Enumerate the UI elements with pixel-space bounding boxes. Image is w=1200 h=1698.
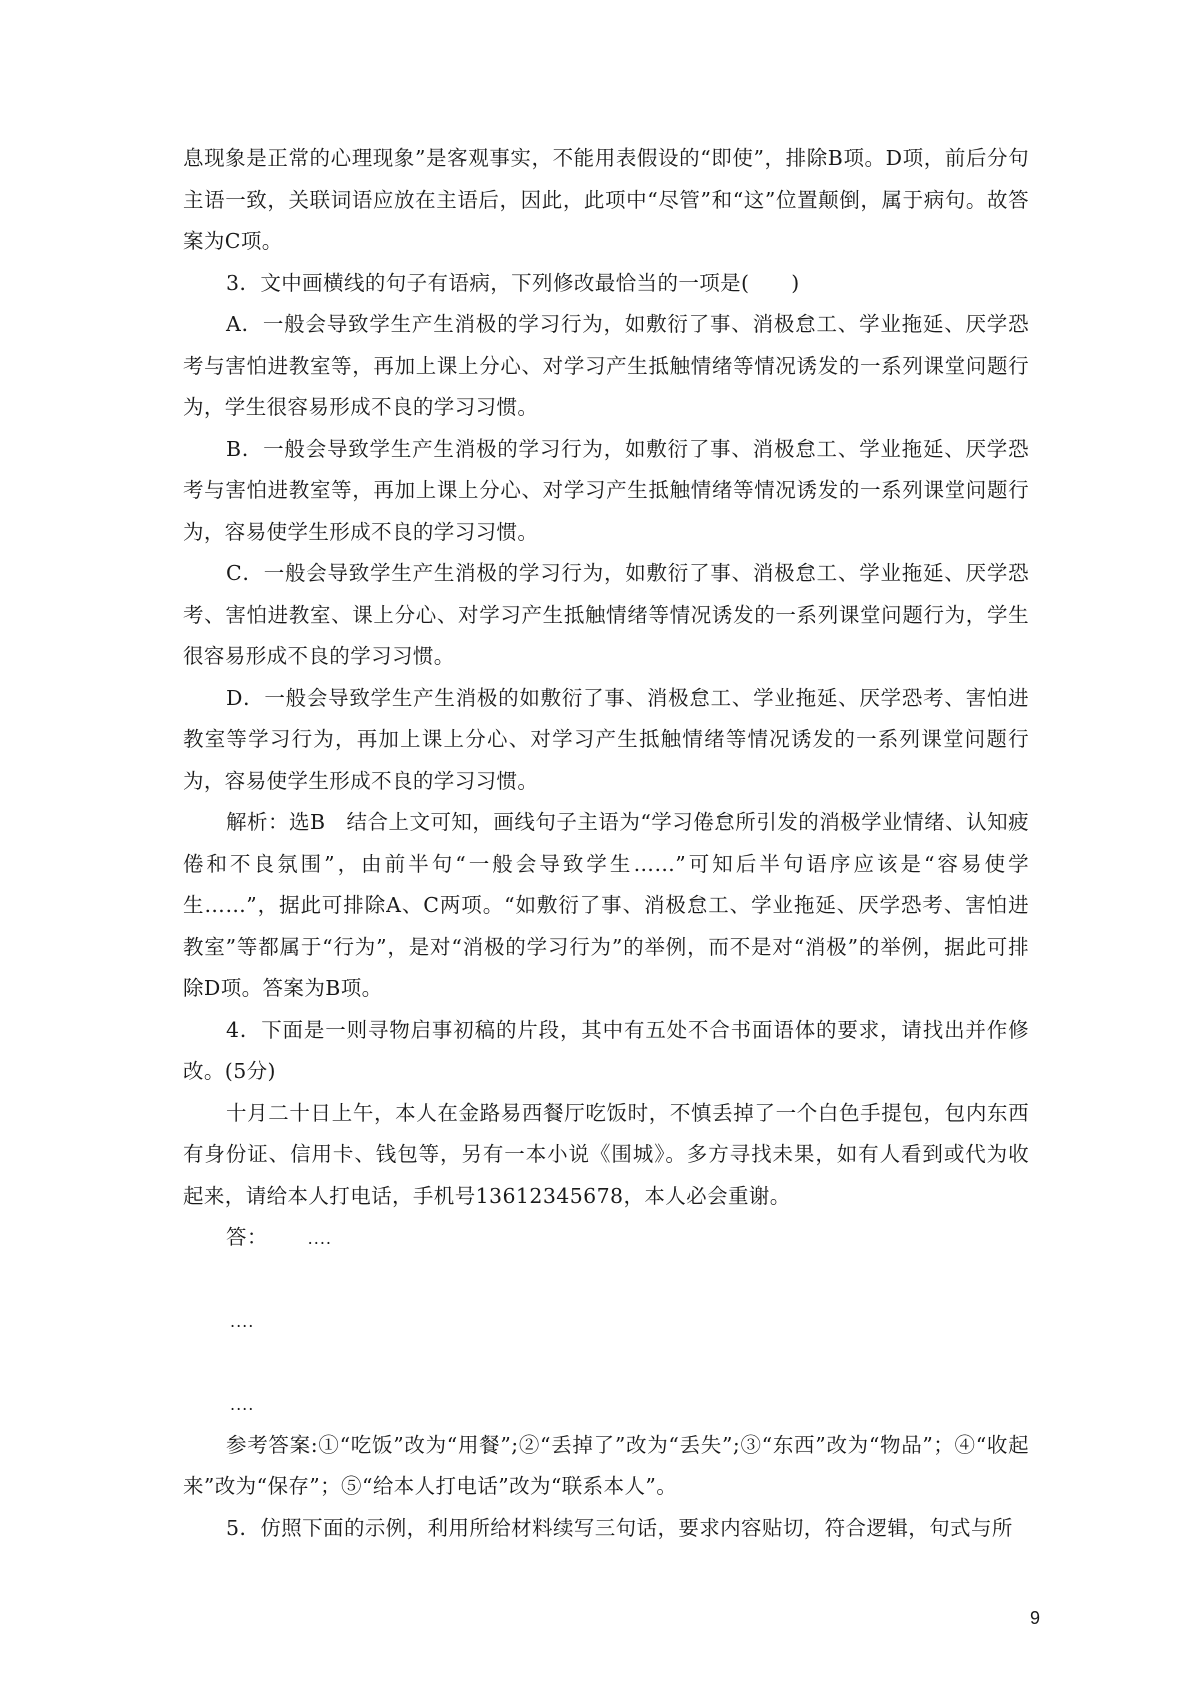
continued-analysis-paragraph: 息现象是正常的心理现象”是客观事实，不能用表假设的“即使”，排除B项。D项，前后分句主语一致，关联词语应放在主语后，因此，此项中“尽管”和“这”位置颠倒，属于病句。故答案为C项。 [183, 146, 1029, 253]
answer-blank-2: .... [230, 1312, 255, 1331]
answer-line-3 [183, 1383, 1029, 1425]
question-5-stem: 5．仿照下面的示例，利用所给材料续写三句话，要求内容贴切，符合逻辑，句式与所 [226, 1515, 1013, 1540]
question-3-stem: 3．文中画横线的句子有语病，下列修改最恰当的一项是( ) [226, 270, 800, 295]
answer-blank-3: .... [230, 1395, 255, 1414]
page-content [183, 138, 1029, 1549]
answer-spacer [183, 1259, 1029, 1301]
answer-line-2 [183, 1300, 1029, 1342]
question-4-material: 十月二十日上午，本人在金路易西餐厅吃饭时，不慎丢掉了一个白色手提包，包内东西有身份证、信用卡、钱包等，另有一本小说《围城》。多方寻找未果，如有人看到或代为收起来，请给本人打电话，手机号13612345678，本人必会重谢。 [183, 1100, 1029, 1208]
answer-label: 答： [226, 1225, 268, 1249]
question-3-option-a: A．一般会导致学生产生消极的学习行为，如敷衍了事、消极怠工、学业拖延、厌学恐考与害怕进教室等，再加上课上分心、对学习产生抵触情绪等情况诱发的一系列课堂问题行为，学生很容易形成不良的学习习惯。 [183, 312, 1029, 419]
answer-line-1 [183, 1217, 1029, 1259]
question-4-reference-answer: 参考答案:①“吃饭”改为“用餐”;②“丢掉了”改为“丢失”;③“东西”改为“物品”；④“收起来”改为“保存”；⑤“给本人打电话”改为“联系本人”。 [183, 1432, 1029, 1498]
page-number: 9 [1029, 1608, 1040, 1628]
answer-spacer [183, 1342, 1029, 1384]
question-3-option-b: B．一般会导致学生产生消极的学习行为，如敷衍了事、消极怠工、学业拖延、厌学恐考与害怕进教室等，再加上课上分心、对学习产生抵触情绪等情况诱发的一系列课堂问题行为，容易使学生形成不良的学习习惯。 [183, 436, 1029, 544]
question-3-analysis: 解析：选B 结合上文可知，画线句子主语为“学习倦怠所引发的消极学业情绪、认知疲倦和不良氛围”，由前半句“一般会导致学生……”可知后半句语序应该是“容易使学生……”，据此可排除A、C两项。“如敷衍了事、消极怠工、学业拖延、厌学恐考、害怕进教室”等都属于“行为”，是对“消极的学习行为”的举例，而不是对“消极”的举例，据此可排除D项。答案为B项。 [183, 810, 1029, 1000]
question-4-stem: 4．下面是一则寻物启事初稿的片段，其中有五处不合书面语体的要求，请找出并作修改。(5分) [183, 1017, 1029, 1083]
question-3-option-d: D．一般会导致学生产生消极的如敷衍了事、消极怠工、学业拖延、厌学恐考、害怕进教室等学习行为，再加上课上分心、对学习产生抵触情绪等情况诱发的一系列课堂问题行为，容易使学生形成不良的学习习惯。 [183, 685, 1029, 793]
answer-blank-1: .... [307, 1229, 332, 1248]
question-3-option-c: C．一般会导致学生产生消极的学习行为，如敷衍了事、消极怠工、学业拖延、厌学恐考、害怕进教室、课上分心、对学习产生抵触情绪等情况诱发的一系列课堂问题行为，学生很容易形成不良的学习习惯。 [183, 561, 1029, 668]
